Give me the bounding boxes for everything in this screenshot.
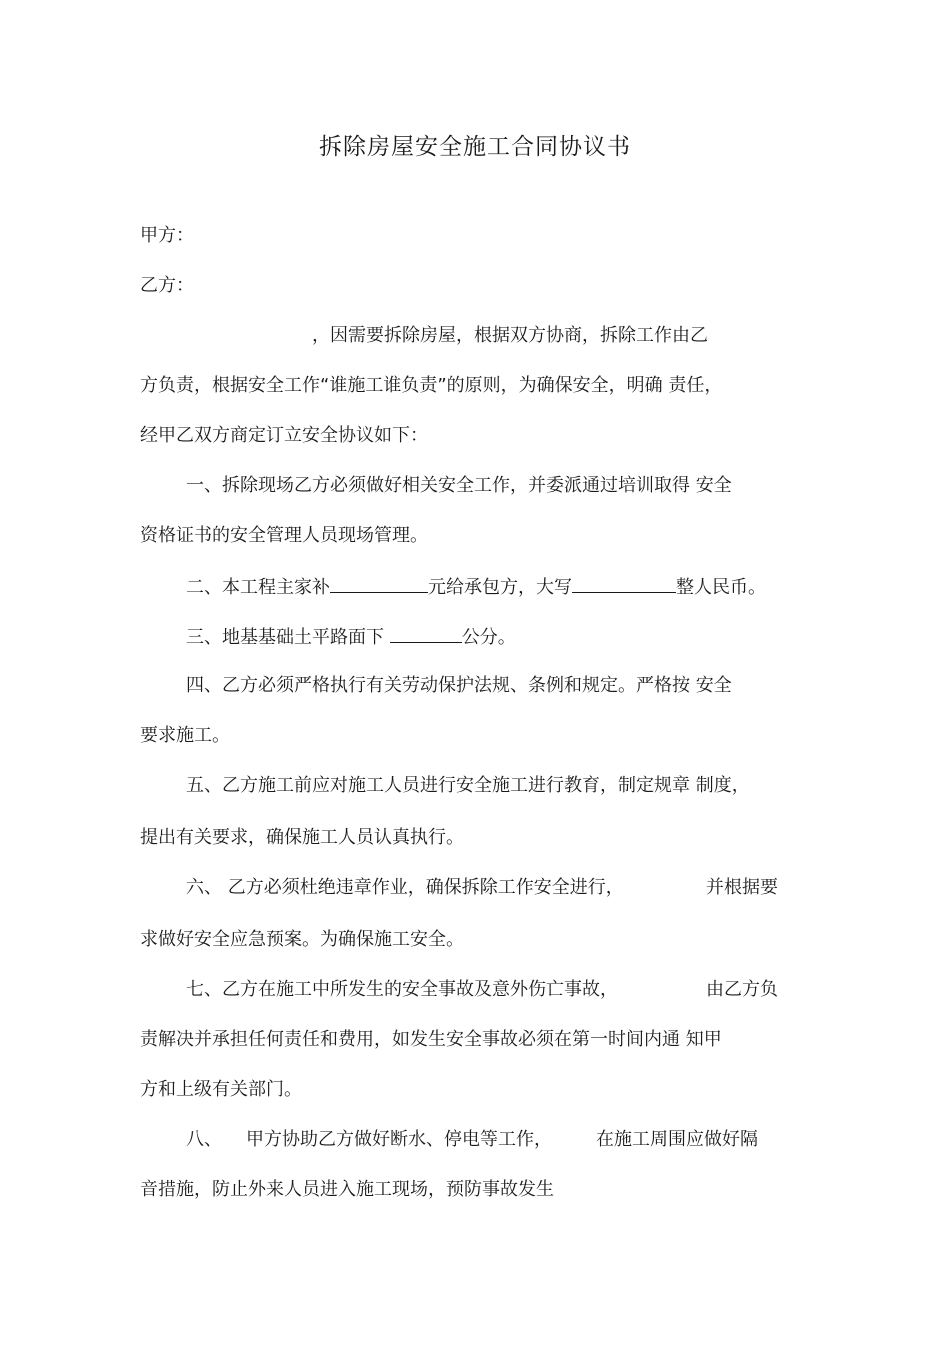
subsidy-amount-blank — [330, 574, 428, 593]
intro-line-1: ，因需要拆除房屋，根据双方协商，拆除工作由乙 — [312, 325, 708, 346]
clause-3-prefix: 三、地基基础土平路面下 — [186, 627, 390, 648]
depth-blank — [390, 624, 462, 643]
clause-4-line-1: 四、乙方必须严格执行有关劳动保护法规、条例和规定。严格按 安全 — [186, 675, 732, 696]
document-title: 拆除房屋安全施工合同协议书 — [319, 134, 631, 160]
party-b-label: 乙方： — [140, 275, 194, 296]
intro-line-3: 经甲乙双方商定订立安全协议如下： — [140, 425, 428, 446]
amount-in-words-blank — [572, 574, 676, 593]
clause-1-line-1: 一、拆除现场乙方必须做好相关安全工作，并委派通过培训取得 安全 — [186, 475, 732, 496]
clause-3-line — [186, 624, 516, 650]
clause-2-suffix: 整人民币。 — [676, 577, 766, 598]
clause-7-line-1a: 七、乙方在施工中所发生的安全事故及意外伤亡事故， — [186, 979, 618, 1000]
clause-7-line-1b: 由乙方负 — [706, 979, 778, 1000]
clause-7-line-3: 方和上级有关部门。 — [140, 1079, 302, 1100]
intro-line-2: 方负责，根据安全工作“谁施工谁负责”的原则，为确保安全，明确 责任， — [140, 375, 723, 396]
clause-2-line — [186, 574, 766, 600]
party-a-label: 甲方： — [140, 225, 194, 246]
clause-6-line-1a: 六、 乙方必须杜绝违章作业，确保拆除工作安全进行， — [186, 877, 624, 898]
clause-6-line-2: 求做好安全应急预案。为确保施工安全。 — [140, 929, 464, 950]
clause-8-line-1c: 在施工周围应做好隔 — [596, 1129, 758, 1150]
clause-3-suffix: 公分。 — [461, 627, 516, 648]
clause-6-line-1b: 并根据要 — [706, 877, 778, 898]
clause-8-line-1a: 八、 — [186, 1129, 222, 1150]
clause-4-line-2: 要求施工。 — [140, 725, 230, 746]
clause-5-line-1: 五、乙方施工前应对施工人员进行安全施工进行教育，制定规章 制度， — [186, 775, 750, 796]
clause-5-line-2: 提出有关要求，确保施工人员认真执行。 — [140, 827, 464, 848]
clause-1-line-2: 资格证书的安全管理人员现场管理。 — [140, 525, 428, 546]
clause-2-prefix: 二、本工程主家补 — [186, 577, 330, 598]
clause-8-line-1b: 甲方协助乙方做好断水、停电等工作， — [246, 1129, 552, 1150]
clause-2-mid: 元给承包方，大写 — [428, 577, 572, 598]
clause-8-line-2: 音措施，防止外来人员进入施工现场，预防事故发生 — [140, 1179, 554, 1200]
clause-7-line-2: 责解决并承担任何责任和费用，如发生安全事故必须在第一时间内通 知甲 — [140, 1029, 722, 1050]
